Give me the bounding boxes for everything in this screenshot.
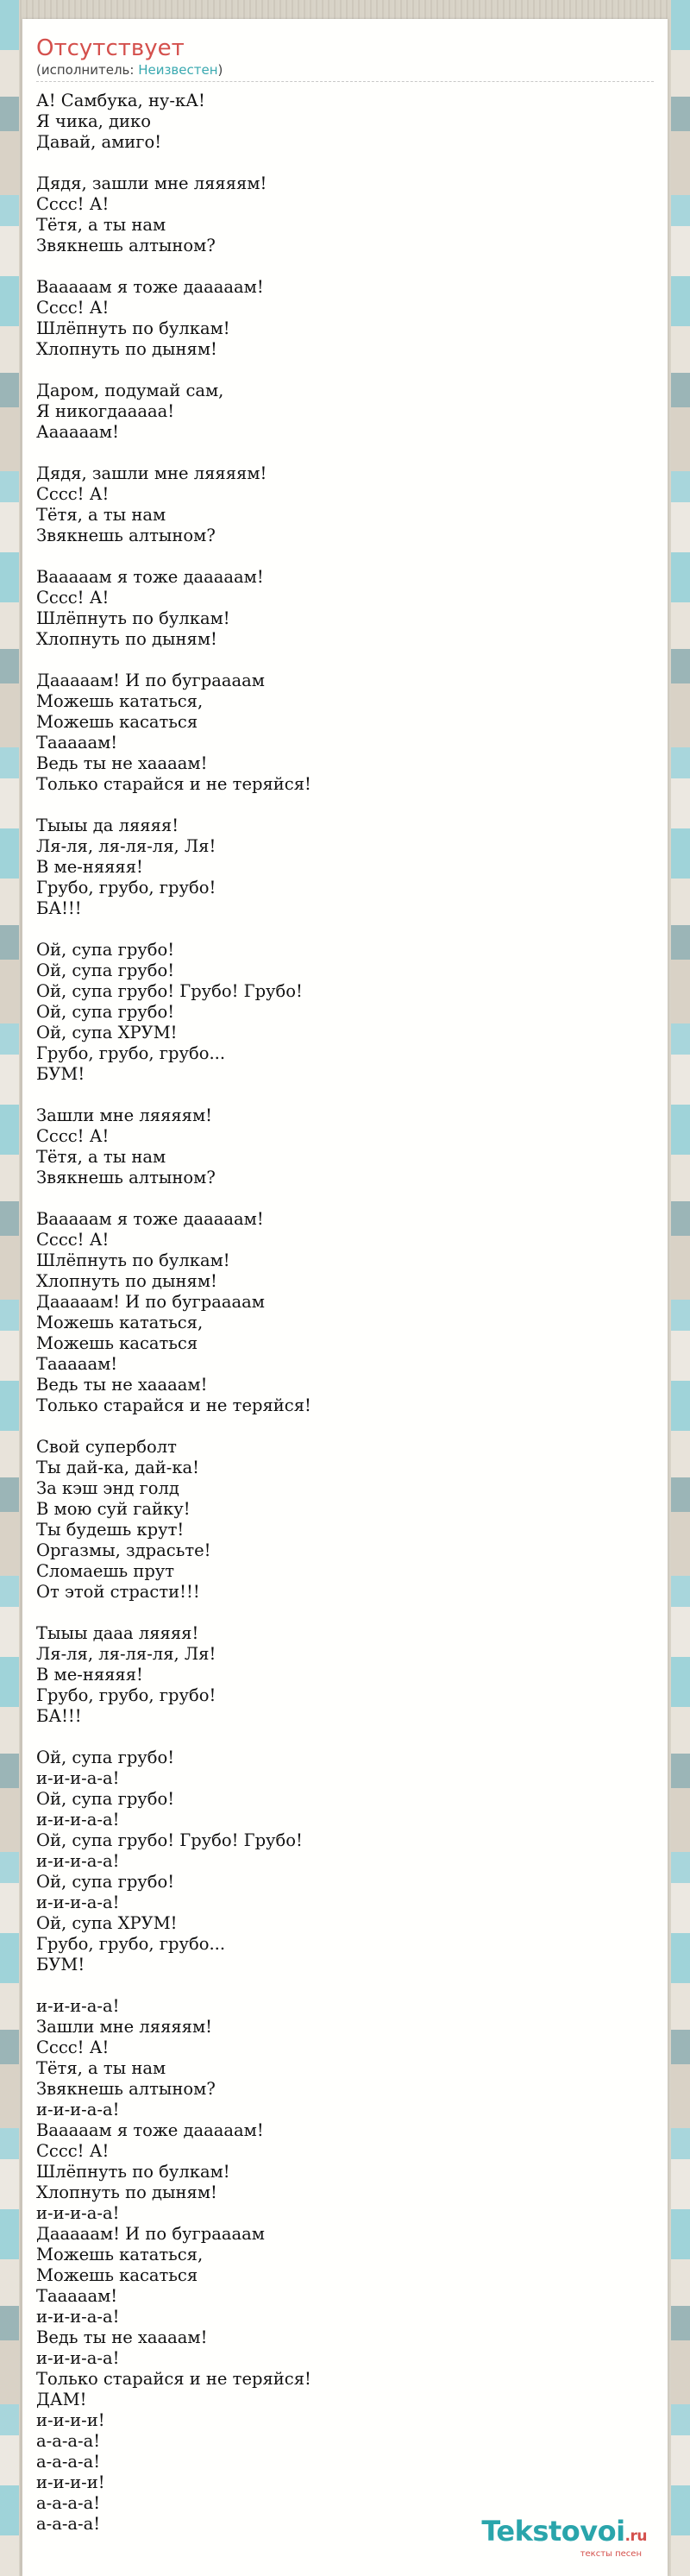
lyrics-line: В мою суй гайку! [36, 1499, 191, 1519]
lyrics-line: Ой, супа ХРУМ! [36, 1913, 178, 1933]
lyrics-line: Ля-ля, ля-ля-ля, Ля! [36, 836, 216, 856]
lyrics-line: Ой, супа грубо! Грубо! Грубо! [36, 1830, 303, 1850]
lyrics-card [22, 19, 668, 2576]
lyrics-line: Звякнешь алтыном? [36, 526, 216, 545]
lyrics-line: Я никогдааааа! [36, 401, 175, 421]
lyrics-line: Вааааам я тоже дааааам! [36, 1209, 264, 1229]
lyrics-line: и-и-и-и! [36, 2472, 105, 2492]
lyrics-line: и-и-и-а-а! [36, 1768, 120, 1788]
left-decorative-stripes [0, 0, 19, 2576]
lyrics-line: Тётя, а ты нам [36, 1147, 166, 1167]
lyrics-stanza [36, 1437, 654, 1603]
lyrics-stanza [36, 463, 654, 546]
lyrics-line: Ой, супа грубо! Грубо! Грубо! [36, 981, 303, 1001]
lyrics-line: Ведь ты не хаааам! [36, 1375, 208, 1395]
lyrics-stanza [36, 1748, 654, 1975]
lyrics-line: БУМ! [36, 1064, 85, 1084]
lyrics-line: Свой суперболт [36, 1437, 177, 1457]
lyrics-line: и-и-и-а-а! [36, 2348, 120, 2368]
lyrics-line: Сссс! А! [36, 2141, 110, 2161]
lyrics-line: Только старайся и не теряйся! [36, 2369, 311, 2389]
lyrics-line: Зашли мне ляяяям! [36, 1105, 212, 1125]
lyrics-line: Дааааам! И по буграааам [36, 671, 265, 690]
lyrics-line: Вааааам я тоже дааааам! [36, 2120, 264, 2140]
lyrics-line: Шлёпнуть по булкам! [36, 1250, 230, 1270]
artist-link[interactable]: Неизвестен [138, 62, 218, 78]
lyrics-line: Ты дай-ка, дай-ка! [36, 1458, 200, 1477]
lyrics-line: а-а-а-а! [36, 2514, 101, 2534]
lyrics-line: Дааааам! И по буграааам [36, 1292, 265, 1312]
lyrics-stanza [36, 173, 654, 256]
lyrics-stanza [36, 91, 654, 153]
lyrics-line: Тааааам! [36, 2286, 118, 2306]
lyrics-line: и-и-и-а-а! [36, 2203, 120, 2223]
lyrics-line: Ведь ты не хаааам! [36, 753, 208, 773]
lyrics-stanza [36, 816, 654, 919]
lyrics-line: Тыыы да ляяяя! [36, 816, 179, 835]
lyrics-stanza [36, 1996, 654, 2535]
lyrics-line: От этой страсти!!! [36, 1582, 200, 1602]
lyrics-line: Можешь кататься, [36, 691, 204, 711]
lyrics-line: А! Самбука, ну-кА! [36, 91, 205, 110]
right-decorative-stripes [671, 0, 690, 2576]
lyrics-line: Сссс! А! [36, 2037, 110, 2057]
lyrics-line: Звякнешь алтыном? [36, 2079, 216, 2099]
lyrics-line: и-и-и-а-а! [36, 1996, 120, 2016]
lyrics-stanza [36, 671, 654, 795]
lyrics-line: В ме-няяяя! [36, 857, 143, 877]
lyrics-line: Ой, супа грубо! [36, 1748, 175, 1767]
lyrics-line: Сссс! А! [36, 588, 110, 608]
lyrics-line: Ты будешь крут! [36, 1520, 185, 1540]
site-logo[interactable] [481, 2516, 647, 2559]
lyrics-line: Давай, амиго! [36, 132, 162, 152]
lyrics-line: Шлёпнуть по булкам! [36, 2162, 230, 2182]
lyrics-line: Зашли мне ляяяям! [36, 2017, 212, 2037]
lyrics-line: БА!!! [36, 1706, 82, 1726]
song-title: Отсутствует [36, 35, 185, 61]
lyrics-line: Оргазмы, здрасьте! [36, 1540, 211, 1560]
lyrics-line: Грубо, грубо, грубо! [36, 878, 216, 898]
lyrics-line: и-и-и-а-а! [36, 2100, 120, 2119]
lyrics-line: Сломаешь прут [36, 1561, 175, 1581]
lyrics-line: Ой, супа грубо! [36, 960, 175, 980]
lyrics-stanza [36, 940, 654, 1085]
song-header [22, 19, 668, 78]
artist-line [36, 62, 654, 78]
logo-name: Tekstovoi [481, 2515, 625, 2548]
lyrics-line: Хлопнуть по дыням! [36, 629, 217, 649]
lyrics-line: Можешь касаться [36, 1333, 198, 1353]
artist-suffix: ) [217, 62, 223, 78]
lyrics-line: Шлёпнуть по булкам! [36, 318, 230, 338]
lyrics-line: Ой, супа грубо! [36, 1872, 175, 1892]
lyrics-line: Дядя, зашли мне ляяяям! [36, 463, 267, 483]
lyrics-line: Только старайся и не теряйся! [36, 774, 311, 794]
lyrics-line: Ой, супа ХРУМ! [36, 1023, 178, 1042]
lyrics-line: Сссс! А! [36, 1230, 110, 1250]
lyrics-line: В ме-няяяя! [36, 1665, 143, 1685]
lyrics-stanza [36, 277, 654, 360]
lyrics-line: Грубо, грубо, грубо! [36, 1685, 216, 1705]
lyrics-line: БУМ! [36, 1955, 85, 1975]
lyrics-line: Грубо, грубо, грубо... [36, 1934, 226, 1954]
lyrics-line: и-и-и-а-а! [36, 2307, 120, 2327]
lyrics-line: а-а-а-а! [36, 2431, 101, 2451]
lyrics-line: Тётя, а ты нам [36, 2058, 166, 2078]
lyrics-line: Ой, супа грубо! [36, 940, 175, 960]
lyrics-line: а-а-а-а! [36, 2493, 101, 2513]
lyrics-line: Можешь касаться [36, 2265, 198, 2285]
lyrics-line: Можешь кататься, [36, 2245, 204, 2264]
lyrics-line: Тааааам! [36, 733, 118, 753]
logo-tagline: тексты песен [580, 2549, 642, 2559]
lyrics-line: и-и-и-а-а! [36, 1893, 120, 1912]
lyrics-line: Аааааам! [36, 422, 119, 442]
lyrics-line: Можешь кататься, [36, 1313, 204, 1332]
logo-tld: .ru [624, 2528, 647, 2545]
lyrics-line: Я чика, дико [36, 111, 151, 131]
lyrics-line: Даром, подумай сам, [36, 381, 224, 400]
lyrics-line: Звякнешь алтыном? [36, 1168, 216, 1187]
lyrics-line: Ой, супа грубо! [36, 1002, 175, 1022]
lyrics-line: Сссс! А! [36, 484, 110, 504]
lyrics-line: и-и-и-а-а! [36, 1851, 120, 1871]
lyrics-line: ДАМ! [36, 2390, 87, 2409]
lyrics-line: За кэш энд голд [36, 1478, 179, 1498]
lyrics-line: Дааааам! И по буграааам [36, 2224, 265, 2244]
lyrics-line: Хлопнуть по дыням! [36, 339, 217, 359]
lyrics-line: Грубо, грубо, грубо... [36, 1043, 226, 1063]
lyrics-line: Тыыы дааа ляяяя! [36, 1623, 199, 1643]
lyrics-line: Можешь касаться [36, 712, 198, 732]
lyrics-line: Вааааам я тоже дааааам! [36, 567, 264, 587]
lyrics-line: Тётя, а ты нам [36, 215, 166, 235]
lyrics-line: Ведь ты не хаааам! [36, 2327, 208, 2347]
lyrics-line: и-и-и-и! [36, 2410, 105, 2430]
lyrics-stanza [36, 1209, 654, 1416]
lyrics-stanza [36, 1105, 654, 1188]
lyrics-line: Ой, супа грубо! [36, 1789, 175, 1809]
lyrics-line: Ля-ля, ля-ля-ля, Ля! [36, 1644, 216, 1664]
lyrics-line: Тётя, а ты нам [36, 505, 166, 525]
lyrics-line: Сссс! А! [36, 194, 110, 214]
lyrics-line: Шлёпнуть по булкам! [36, 608, 230, 628]
lyrics-line: и-и-и-а-а! [36, 1810, 120, 1830]
lyrics-stanza [36, 381, 654, 443]
lyrics-line: Сссс! А! [36, 1126, 110, 1146]
lyrics-line: Вааааам я тоже дааааам! [36, 277, 264, 297]
lyrics-line: Тааааам! [36, 1354, 118, 1374]
logo-wordmark [481, 2516, 647, 2551]
lyrics-stanza [36, 1623, 654, 1727]
lyrics-line: Дядя, зашли мне ляяяям! [36, 173, 267, 193]
lyrics-line: а-а-а-а! [36, 2452, 101, 2472]
artist-prefix: (исполнитель: [36, 62, 139, 78]
lyrics-line: Хлопнуть по дыням! [36, 2182, 217, 2202]
lyrics-stanza [36, 567, 654, 650]
lyrics-body [22, 82, 668, 2535]
lyrics-line: Звякнешь алтыном? [36, 236, 216, 255]
lyrics-line: Сссс! А! [36, 298, 110, 318]
lyrics-line: БА!!! [36, 898, 82, 918]
lyrics-line: Хлопнуть по дыням! [36, 1271, 217, 1291]
lyrics-line: Только старайся и не теряйся! [36, 1395, 311, 1415]
